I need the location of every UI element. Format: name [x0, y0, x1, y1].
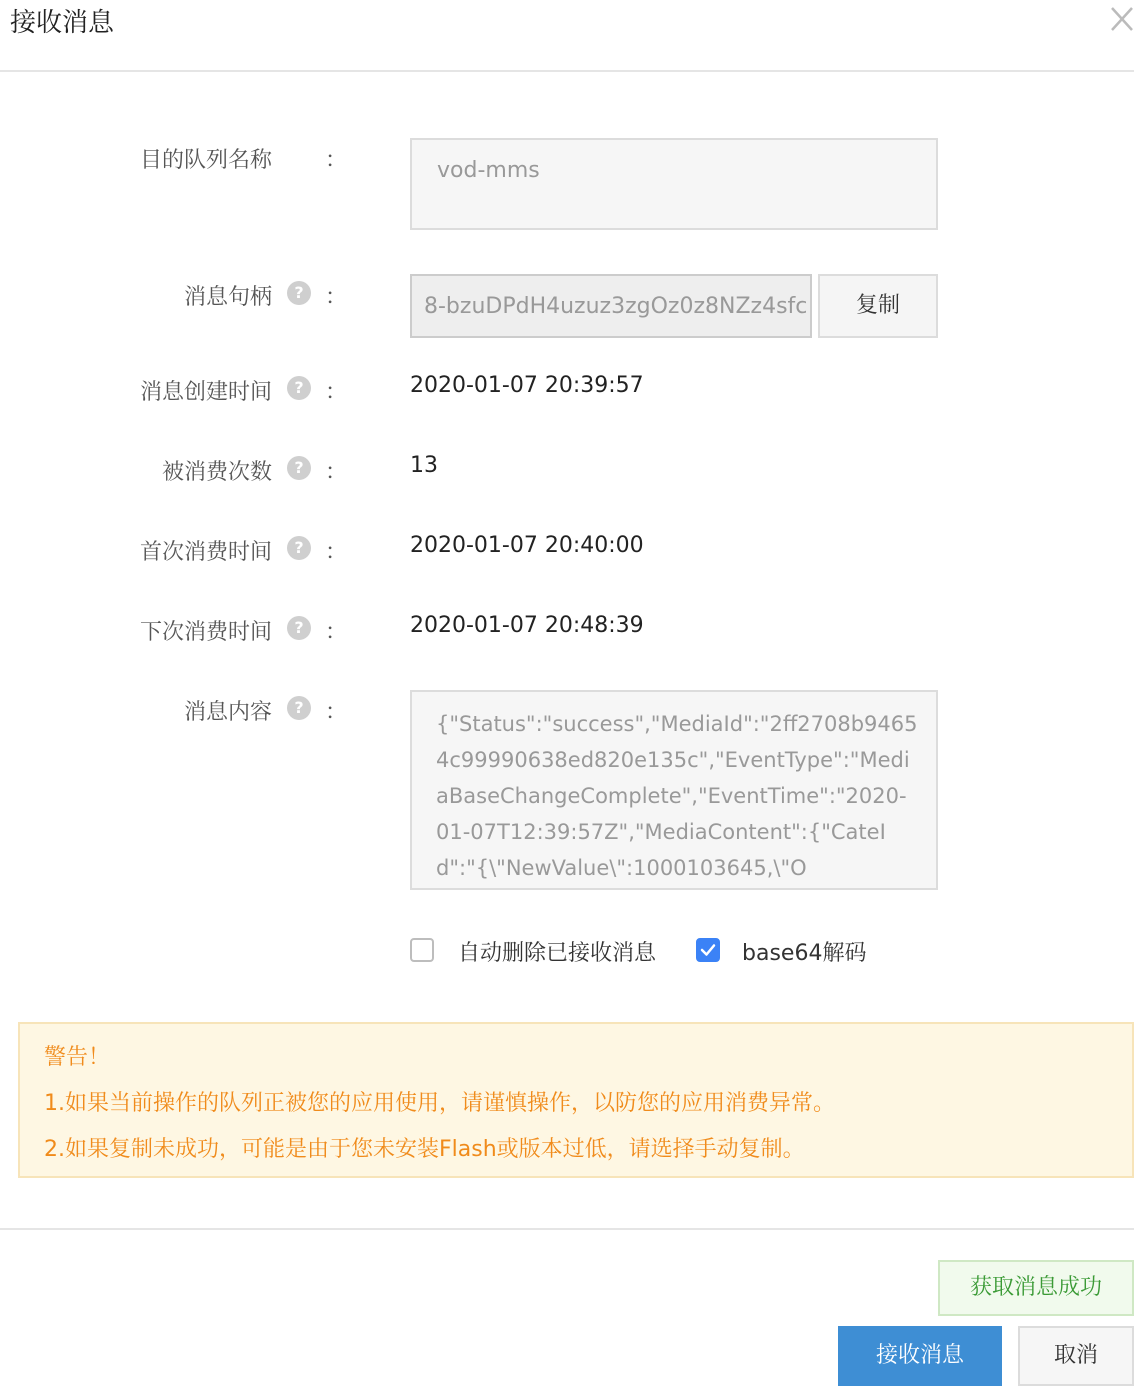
created-time-value: 2020-01-07 20:39:57 [410, 373, 644, 398]
first-consume-time-label: 首次消费时间 [139, 540, 272, 565]
queue-name-field[interactable] [410, 138, 938, 230]
warning-line-1: 1.如果当前操作的队列正被您的应用使用，请谨慎操作，以防您的应用消费异常。 [44, 1091, 835, 1116]
created-time-label: 消息创建时间 [139, 380, 272, 405]
help-circle-icon[interactable]: ? [287, 281, 311, 305]
help-circle-icon[interactable]: ? [287, 616, 311, 640]
auto-delete-checkbox[interactable] [410, 938, 434, 962]
colon: ： [325, 148, 348, 173]
next-consume-time-value: 2020-01-07 20:48:39 [410, 613, 644, 638]
colon: ： [325, 540, 348, 565]
close-icon[interactable] [1098, 0, 1134, 40]
warning-line-2: 2.如果复制未成功，可能是由于您未安装Flash或版本过低，请选择手动复制。 [44, 1137, 805, 1162]
colon: ： [325, 620, 348, 645]
dialog-title: 接收消息 [10, 8, 115, 38]
queue-name-label: 目的队列名称 [139, 148, 272, 173]
help-circle-icon[interactable]: ? [287, 456, 311, 480]
help-circle-icon[interactable]: ? [287, 696, 311, 720]
dequeue-count-value: 13 [410, 453, 438, 478]
success-message: 获取消息成功 [938, 1260, 1134, 1316]
dialog-header [0, 0, 1134, 72]
colon: ： [325, 460, 348, 485]
warning-box [18, 1022, 1134, 1178]
receipt-handle-field[interactable] [410, 274, 812, 338]
receipt-handle-value: 8-bzuDPdH4uzuz3zgOz0z8NZz4sfc [424, 294, 808, 319]
colon: ： [325, 380, 348, 405]
checkmark-icon [698, 940, 718, 960]
colon: ： [325, 700, 348, 725]
help-circle-icon[interactable]: ? [287, 536, 311, 560]
receive-message-button[interactable]: 接收消息 [838, 1326, 1002, 1386]
message-body-label: 消息内容 [183, 700, 272, 725]
colon: ： [325, 285, 348, 310]
footer-divider [0, 1228, 1134, 1230]
auto-delete-label[interactable]: 自动删除已接收消息 [458, 941, 657, 966]
copy-button[interactable]: 复制 [818, 274, 938, 338]
message-body-field[interactable] [410, 690, 938, 890]
receipt-handle-label: 消息句柄 [183, 285, 272, 310]
warning-title: 警告！ [44, 1045, 111, 1070]
help-circle-icon[interactable]: ? [287, 376, 311, 400]
cancel-button[interactable]: 取消 [1018, 1326, 1134, 1386]
dequeue-count-label: 被消费次数 [161, 460, 272, 485]
base64-decode-checkbox[interactable] [696, 938, 720, 962]
base64-decode-label[interactable]: base64解码 [742, 941, 867, 966]
first-consume-time-value: 2020-01-07 20:40:00 [410, 533, 644, 558]
queue-name-value: vod-mms [437, 158, 540, 183]
next-consume-time-label: 下次消费时间 [139, 620, 272, 645]
message-body-value: {"Status":"success","MediaId":"2ff2708b94654c99990638ed820e135c","EventType":"MediaBaseChangeComplete","EventTime":"2020-01-07T12:39:57Z","MediaContent":{"CateId":"{\"NewValue\":1000103645,\"O [436, 712, 918, 880]
